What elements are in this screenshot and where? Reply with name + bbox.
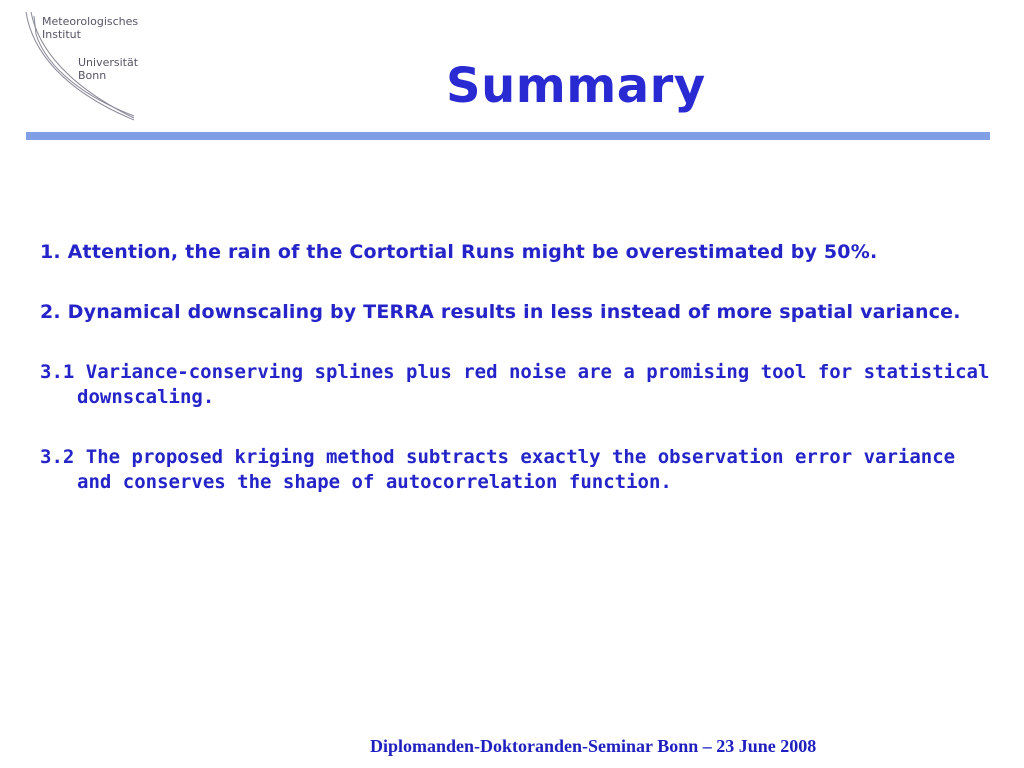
- summary-item-2: 2. Dynamical downscaling by TERRA results in less instead of more spatial variance.: [40, 301, 961, 323]
- slide-title: Summary: [446, 58, 706, 114]
- summary-list: [40, 240, 1000, 495]
- slide-footer: Diplomanden-Doktoranden-Seminar Bonn – 23 June 2008: [370, 736, 817, 756]
- title-divider-bar: [26, 132, 990, 140]
- summary-item-3-2: 3.2 The proposed kriging method subtracts exactly the observation error variance and conserves the shape of autocorrelation function.: [40, 446, 956, 493]
- logo-text-institut: Institut: [42, 28, 81, 41]
- summary-item-1: 1. Attention, the rain of the Cortortial Runs might be overestimated by 50%.: [40, 241, 878, 263]
- logo-text-meteorologisches: Meteorologisches: [42, 15, 139, 28]
- institute-logo: [22, 10, 152, 125]
- summary-item-3-1: 3.1 Variance-conserving splines plus red noise are a promising tool for statistical downscaling.: [40, 361, 990, 408]
- logo-text-universitaet: Universität: [78, 56, 139, 69]
- logo-text-bonn: Bonn: [78, 69, 107, 82]
